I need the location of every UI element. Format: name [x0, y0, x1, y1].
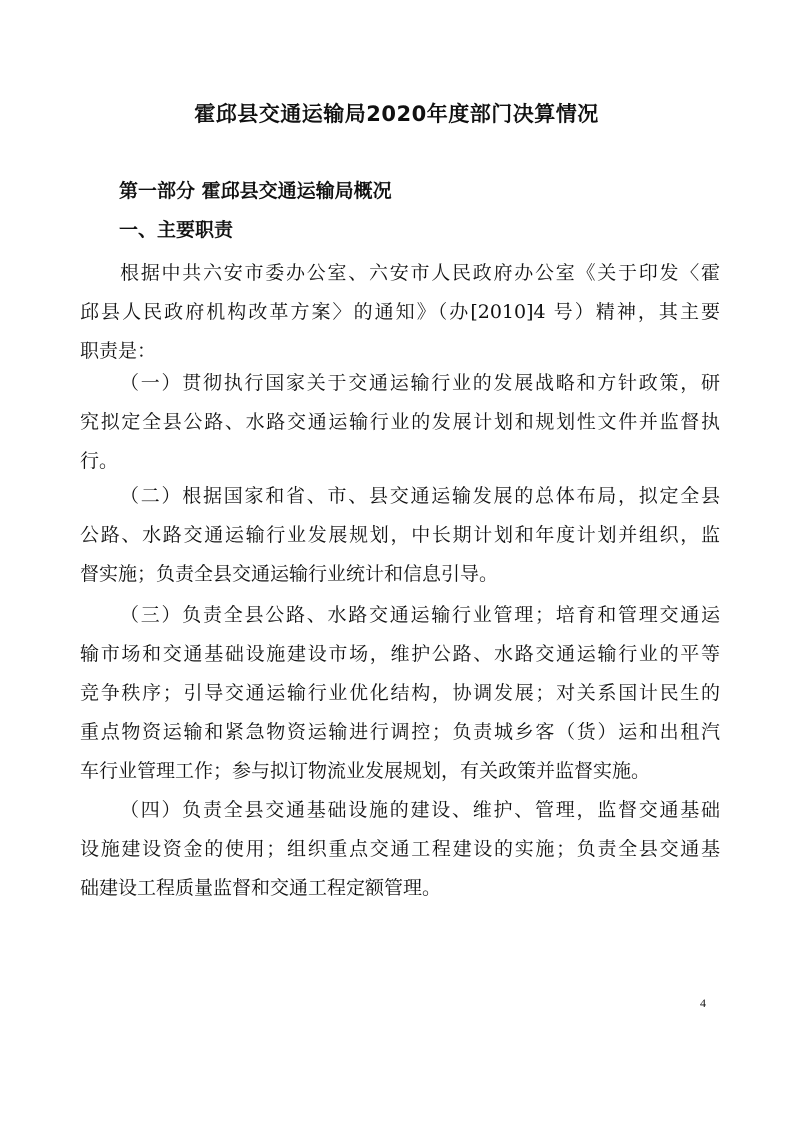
section-heading: 一、主要职责 [119, 219, 234, 241]
paragraph-duty-2 [80, 477, 720, 594]
part-heading: 第一部分 霍邱县交通运输局概况 [119, 180, 392, 202]
paragraph-line: 重点物资运输和紧急物资运输进行调控；负责城乡客（货）运和出租汽 [80, 721, 720, 743]
paragraph-intro [80, 254, 720, 371]
document-title: 霍邱县交通运输局2020年度部门决算情况 [194, 102, 599, 126]
paragraph-line: （四）负责全县交通基础设施的建设、维护、管理，监督交通基础 [120, 799, 720, 821]
paragraph-line: 竞争秩序；引导交通运输行业优化结构，协调发展；对关系国计民生的 [80, 682, 720, 704]
paragraph-line: （二）根据国家和省、市、县交通运输发展的总体布局，拟定全县 [120, 485, 720, 507]
paragraph-line: 行。 [80, 450, 119, 472]
paragraph-line: 设施建设资金的使用；组织重点交通工程建设的实施；负责全县交通基 [80, 838, 720, 860]
paragraph-line: （三）负责全县公路、水路交通运输行业管理；培育和管理交通运 [120, 604, 720, 626]
paragraph-line: 职责是： [80, 340, 157, 362]
paragraph-line: 根据中共六安市委办公室、六安市人民政府办公室《关于印发〈霍 [120, 262, 720, 284]
paragraph-duty-3 [80, 596, 720, 791]
paragraph-line: 督实施；负责全县交通运输行业统计和信息引导。 [80, 563, 499, 585]
page-number: 4 [700, 996, 706, 1010]
paragraph-line: 公路、水路交通运输行业发展规划，中长期计划和年度计划并组织，监 [80, 524, 720, 546]
paragraph-line: 邱县人民政府机构改革方案〉的通知》（办[2010]4 号）精神，其主要 [80, 301, 720, 323]
paragraph-line: 础建设工程质量监督和交通工程定额管理。 [80, 877, 442, 899]
paragraph-duty-4 [80, 791, 720, 908]
paragraph-line: （一）贯彻执行国家关于交通运输行业的发展战略和方针政策，研 [120, 372, 720, 394]
paragraph-line: 车行业管理工作；参与拟订物流业发展规划，有关政策并监督实施。 [80, 760, 651, 782]
paragraph-duty-1 [80, 364, 720, 481]
paragraph-line: 究拟定全县公路、水路交通运输行业的发展计划和规划性文件并监督执 [80, 411, 720, 433]
paragraph-line: 输市场和交通基础设施建设市场，维护公路、水路交通运输行业的平等 [80, 643, 720, 665]
